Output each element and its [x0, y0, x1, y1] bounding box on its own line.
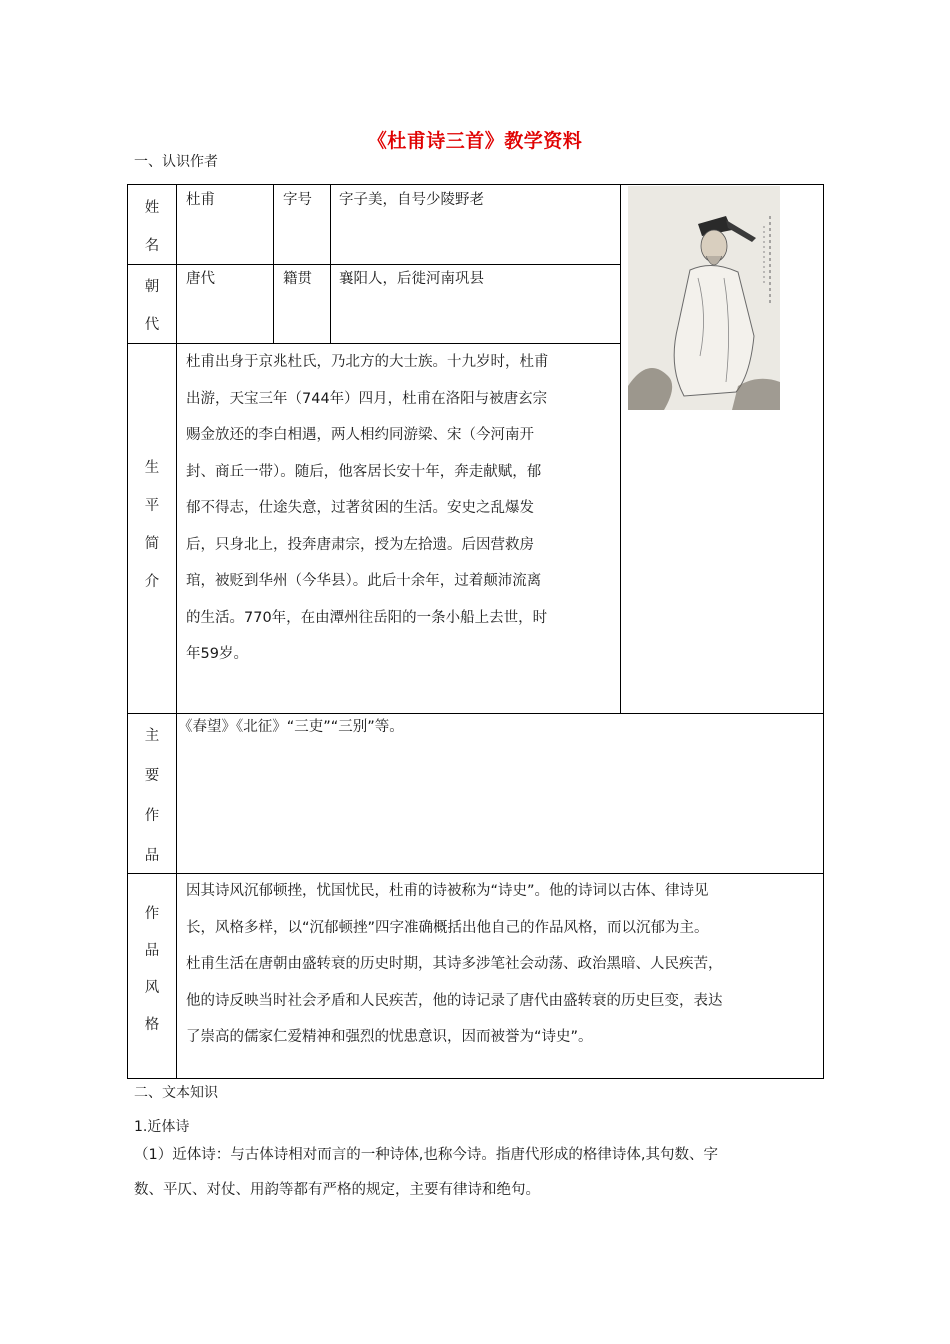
style-text: 因其诗风沉郁顿挫，忧国忧民，杜甫的诗被称为“诗史”。他的诗词以古体、律诗见 长，风格多样，以“沉郁顿挫”四字准确概括出他自己的作品风格，而以沉郁为主。 杜甫生活在唐朝由盛转衰的历史时期，其诗多涉笔社会动荡、政治黑暗、人民疾苦， 他的诗反映当时社会矛盾和人民疾苦，他的诗记录了唐代由盛转衰的历史巨变，表达 了崇高的儒家仁爱精神和强烈的忧患意识，因而被誉为“诗史”。: [186, 883, 723, 1045]
modern-poetry-paragraph: （1）近体诗：与古体诗相对而言的一种诗体,也称今诗。指唐代形成的格律诗体,其句数、字 数、平仄、对仗、用韵等都有严格的规定，主要有律诗和绝句。: [134, 1147, 718, 1198]
style-label: 作 品 风 格: [144, 906, 160, 1033]
document-title: 《杜甫诗三首》教学资料: [367, 130, 583, 152]
section-heading-author: 一、认识作者: [134, 154, 218, 170]
heading-modern-poetry: 1.近体诗: [134, 1119, 190, 1135]
works-value: 《春望》《北征》“三吏”“三别”等。: [178, 719, 404, 735]
name-value: 杜甫: [186, 192, 215, 208]
works-label: 主 要 作 品: [144, 728, 160, 864]
native-value: 襄阳人，后徙河南巩县: [339, 271, 484, 287]
zihao-value: 字子美，自号少陵野老: [339, 192, 484, 208]
du-fu-portrait-icon: [628, 186, 780, 410]
zihao-label: 字号: [283, 192, 312, 208]
section-heading-text: 二、文本知识: [134, 1085, 218, 1101]
dynasty-value: 唐代: [186, 271, 215, 287]
bio-text: 杜甫出身于京兆杜氏，乃北方的大士族。十九岁时，杜甫 出游，天宝三年（744年）四月，杜甫在洛阳与被唐玄宗 赐金放还的李白相遇，两人相约同游梁、宋（今河南开 封、商丘一带）。随后，他客居长安十年，奔走献赋，郁 郁不得志，仕途失意，过著贫困的生活。安史之乱爆发 后，只身北上，投奔唐肃宗，授为左拾遗。后因营救房 琯，被贬到华州（今华县）。此后十余年，过着颠沛流离 的生活。770年，在由潭州往岳阳的一条小船上去世，时 年59岁。: [186, 354, 549, 662]
native-label: 籍贯: [283, 271, 312, 287]
name-label: 姓 名: [144, 200, 160, 254]
bio-label: 生 平 简 介: [144, 460, 160, 590]
dynasty-label: 朝 代: [144, 279, 160, 333]
